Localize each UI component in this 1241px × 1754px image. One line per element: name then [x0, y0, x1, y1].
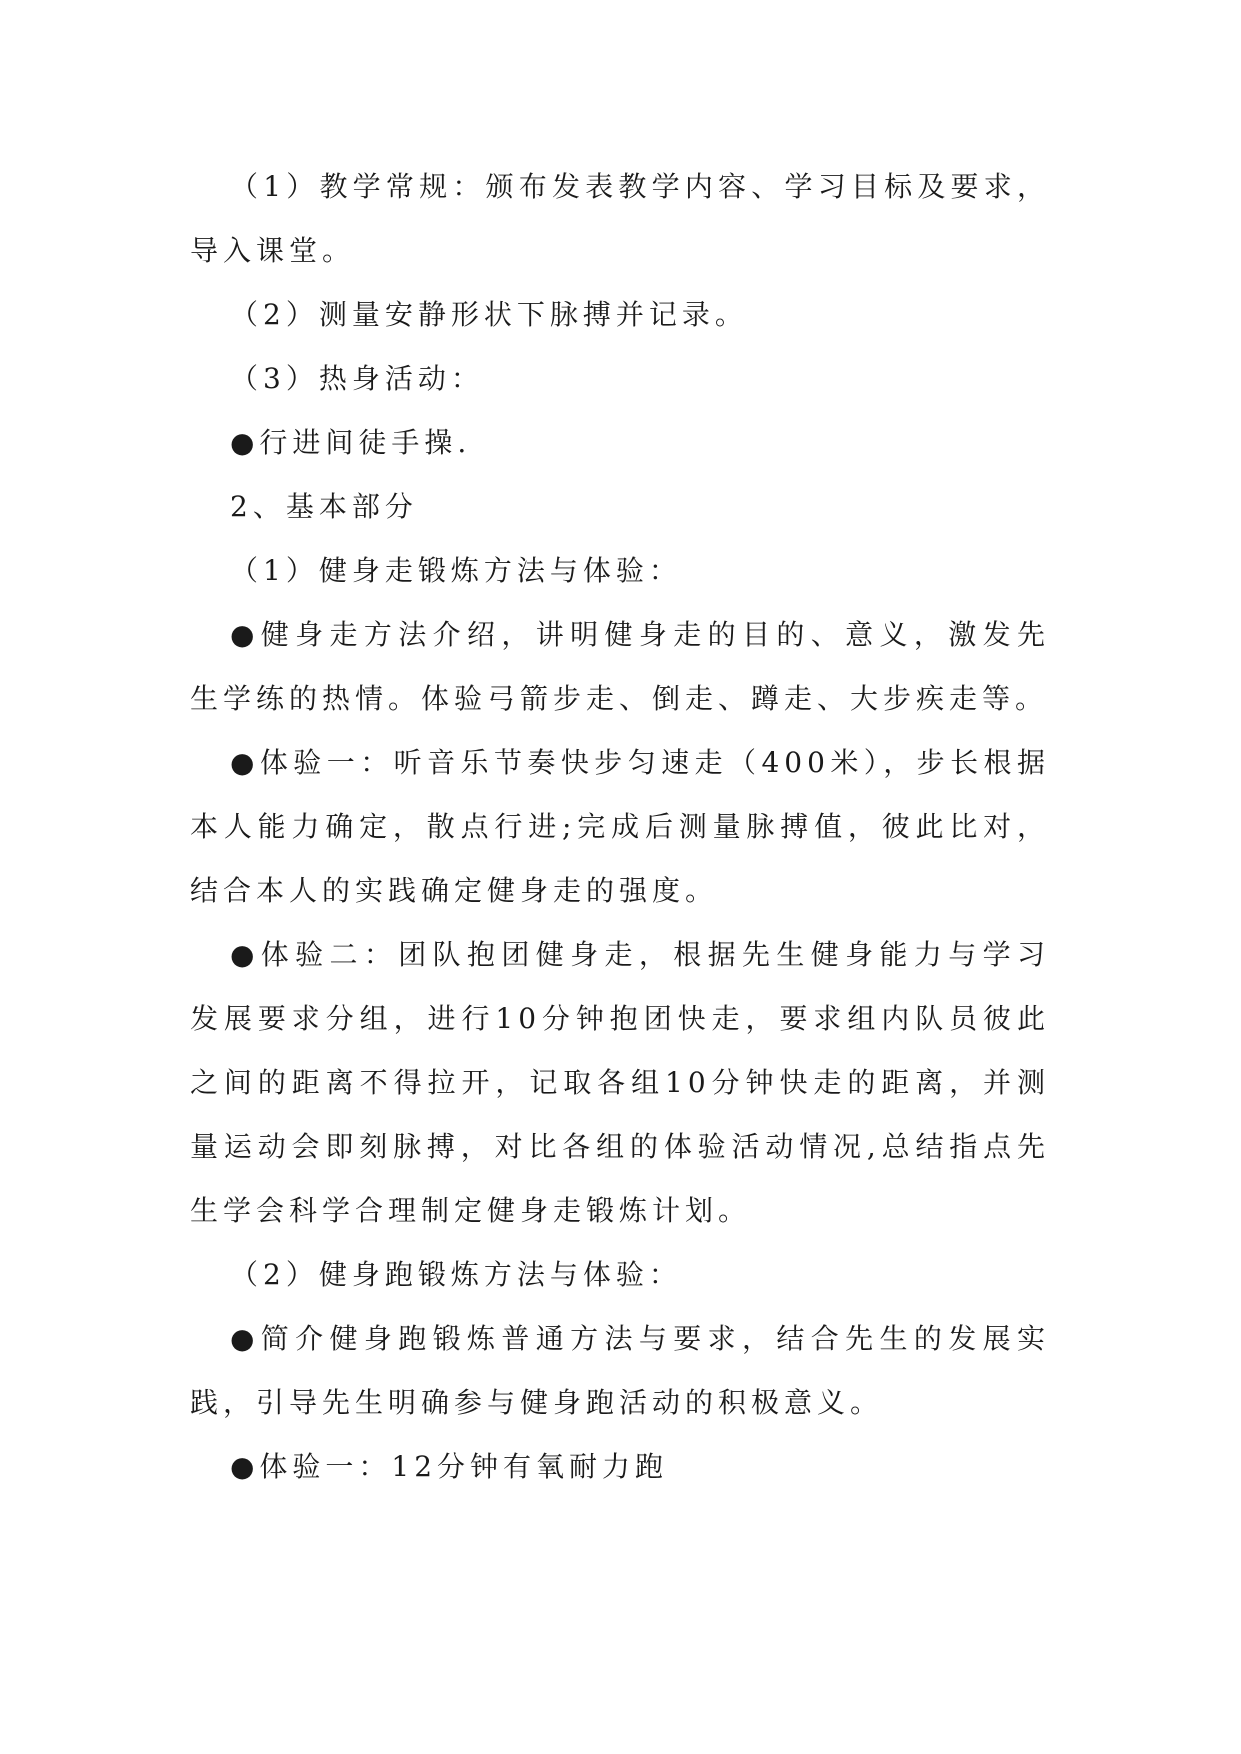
- paragraph-fitness-run-heading: （2）健身跑锻炼方法与体验：: [230, 1258, 682, 1291]
- paragraph-bullet-run-intro: ●简介健身跑锻炼普通方法与要求，结合先生的发展实践，引导先生明确参与健身跑活动的积极意义。: [190, 1322, 1050, 1419]
- paragraph-warm-up: （3）热身活动：: [230, 362, 484, 395]
- paragraph-fitness-walk-heading: （1）健身走锻炼方法与体验：: [230, 554, 682, 587]
- paragraph-bullet-experience-one-run: ●体验一：12分钟有氧耐力跑: [230, 1450, 669, 1483]
- paragraph-bullet-calisthenics: ●行进间徒手操.: [230, 426, 472, 459]
- paragraph-bullet-walk-intro: ●健身走方法介绍，讲明健身走的目的、意义，激发先生学练的热情。体验弓箭步走、倒走、蹲走、大步疾走等。: [190, 618, 1050, 715]
- paragraph-measure-pulse: （2）测量安静形状下脉搏并记录。: [230, 298, 748, 331]
- paragraph-teaching-routine: （1）教学常规：颁布发表教学内容、学习目标及要求，导入课堂。: [190, 170, 1050, 267]
- paragraph-bullet-experience-one-walk: ●体验一：听音乐节奏快步匀速走（400米），步长根据本人能力确定，散点行进;完成后测量脉搏值，彼此比对，结合本人的实践确定健身走的强度。: [190, 746, 1050, 907]
- paragraph-bullet-experience-two-walk: ●体验二：团队抱团健身走，根据先生健身能力与学习发展要求分组，进行10分钟抱团快走，要求组内队员彼此之间的距离不得拉开，记取各组10分钟快走的距离，并测量运动会即刻脉搏，对比各组的体验活动情况,总结指点先生学会科学合理制定健身走锻炼计划。: [190, 938, 1050, 1227]
- document-body: [190, 155, 1050, 1499]
- section-heading-basic-part: 2、基本部分: [230, 490, 418, 523]
